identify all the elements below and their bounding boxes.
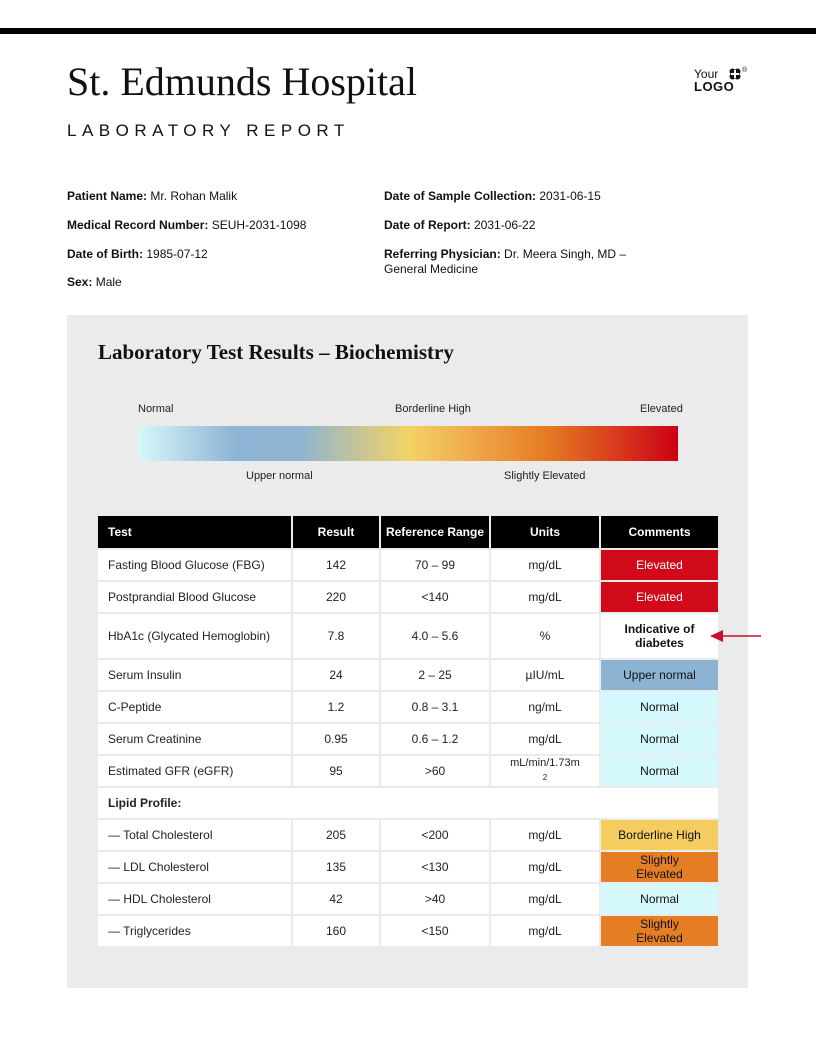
cell-range: <140 bbox=[380, 581, 490, 613]
referring-physician bbox=[384, 247, 644, 277]
cell-test: Fasting Blood Glucose (FBG) bbox=[98, 549, 292, 581]
scale-label-borderline-high: Borderline High bbox=[395, 403, 471, 415]
scale-label-normal: Normal bbox=[138, 403, 174, 415]
cell-result: 7.8 bbox=[292, 613, 380, 659]
collection-value: 2031-06-15 bbox=[539, 189, 601, 203]
table-row bbox=[98, 755, 718, 787]
cell-comment: Normal bbox=[600, 883, 718, 915]
cell-units: mg/dL bbox=[490, 723, 600, 755]
cell-result: 135 bbox=[292, 851, 380, 883]
cell-result: 1.2 bbox=[292, 691, 380, 723]
scale-label-elevated: Elevated bbox=[640, 403, 683, 415]
table-row bbox=[98, 659, 718, 691]
cell-result: 220 bbox=[292, 581, 380, 613]
cell-comment: Upper normal bbox=[600, 659, 718, 691]
report-date bbox=[384, 218, 535, 233]
sex-value: Male bbox=[95, 275, 122, 289]
cell-result: 95 bbox=[292, 755, 380, 787]
header-result: Result bbox=[292, 516, 380, 549]
cell-units bbox=[490, 755, 600, 787]
table-row bbox=[98, 691, 718, 723]
cell-range: >60 bbox=[380, 755, 490, 787]
cell-units: mg/dL bbox=[490, 581, 600, 613]
sex-label: Sex: bbox=[67, 275, 93, 289]
cell-comment: Elevated bbox=[600, 549, 718, 581]
date-of-birth bbox=[67, 247, 208, 262]
patient-name-value: Mr. Rohan Malik bbox=[150, 189, 238, 203]
patient-name-label: Patient Name: bbox=[67, 189, 148, 203]
scale-label-slightly-elevated: Slightly Elevated bbox=[504, 470, 586, 482]
cell-range: 70 – 99 bbox=[380, 549, 490, 581]
dob-value: 1985-07-12 bbox=[146, 247, 208, 261]
physician-department: General Medicine bbox=[384, 262, 479, 276]
cell-range: 0.8 – 3.1 bbox=[380, 691, 490, 723]
cell-comment: Borderline High bbox=[600, 819, 718, 851]
cell-range: 0.6 – 1.2 bbox=[380, 723, 490, 755]
mrn-value: SEUH-2031-1098 bbox=[211, 218, 307, 232]
severity-gradient-bar bbox=[138, 426, 678, 461]
cell-result: 0.95 bbox=[292, 723, 380, 755]
report-date-label: Date of Report: bbox=[384, 218, 471, 232]
cell-test: Serum Insulin bbox=[98, 659, 292, 691]
cell-test: — LDL Cholesterol bbox=[98, 851, 292, 883]
cell-test: — Total Cholesterol bbox=[98, 819, 292, 851]
cell-units: % bbox=[490, 613, 600, 659]
table-row bbox=[98, 613, 718, 659]
cell-units: mg/dL bbox=[490, 549, 600, 581]
table-row bbox=[98, 883, 718, 915]
logo-line1: Your bbox=[694, 67, 719, 81]
physician-label: Referring Physician: bbox=[384, 247, 501, 261]
cell-result: 205 bbox=[292, 819, 380, 851]
cell-test: HbA1c (Glycated Hemoglobin) bbox=[98, 613, 292, 659]
cell-units: mg/dL bbox=[490, 851, 600, 883]
header-comments: Comments bbox=[600, 516, 718, 549]
cell-comment: Indicative of diabetes bbox=[600, 613, 718, 659]
dob-label: Date of Birth: bbox=[67, 247, 143, 261]
cell-range: <200 bbox=[380, 819, 490, 851]
cell-test: — Triglycerides bbox=[98, 915, 292, 946]
cell-range: >40 bbox=[380, 883, 490, 915]
report-title: LABORATORY REPORT bbox=[67, 121, 350, 140]
table-row bbox=[98, 549, 718, 581]
cell-range: <150 bbox=[380, 915, 490, 946]
table-header-row bbox=[98, 516, 718, 549]
cell-units: mg/dL bbox=[490, 915, 600, 946]
results-table bbox=[98, 516, 718, 946]
cell-comment: Elevated bbox=[600, 581, 718, 613]
cell-units: µIU/mL bbox=[490, 659, 600, 691]
registered-icon: ® bbox=[742, 67, 748, 74]
cell-units-sub: 2 bbox=[542, 773, 548, 783]
cell-units: mg/dL bbox=[490, 819, 600, 851]
patient-name bbox=[67, 189, 237, 204]
cell-comment: Slightly Elevated bbox=[600, 851, 718, 883]
table-row bbox=[98, 819, 718, 851]
lipid-profile-label: Lipid Profile: bbox=[98, 787, 718, 819]
cell-test: C-Peptide bbox=[98, 691, 292, 723]
header-reference-range: Reference Range bbox=[380, 516, 490, 549]
top-rule bbox=[0, 28, 816, 34]
arrow-left-icon bbox=[708, 628, 762, 644]
cell-test: Postprandial Blood Glucose bbox=[98, 581, 292, 613]
section-title: Laboratory Test Results – Biochemistry bbox=[98, 340, 454, 364]
cell-result: 142 bbox=[292, 549, 380, 581]
header-test: Test bbox=[98, 516, 292, 549]
cell-comment: Slightly Elevated bbox=[600, 915, 718, 946]
table-row bbox=[98, 581, 718, 613]
hospital-name: St. Edmunds Hospital bbox=[67, 59, 418, 104]
medical-record-number bbox=[67, 218, 306, 233]
header-units: Units bbox=[490, 516, 600, 549]
table-row bbox=[98, 915, 718, 946]
table-row bbox=[98, 851, 718, 883]
mrn-label: Medical Record Number: bbox=[67, 218, 209, 232]
physician-value: Dr. Meera Singh, MD – bbox=[504, 247, 627, 261]
cell-result: 160 bbox=[292, 915, 380, 946]
collection-label: Date of Sample Collection: bbox=[384, 189, 537, 203]
logo-line2: LOGO bbox=[694, 79, 735, 94]
cell-units: ng/mL bbox=[490, 691, 600, 723]
cell-comment: Normal bbox=[600, 691, 718, 723]
report-date-value: 2031-06-22 bbox=[474, 218, 536, 232]
cell-test: — HDL Cholesterol bbox=[98, 883, 292, 915]
sample-collection-date bbox=[384, 189, 601, 204]
cell-units: mg/dL bbox=[490, 883, 600, 915]
cell-range: <130 bbox=[380, 851, 490, 883]
cell-result: 42 bbox=[292, 883, 380, 915]
scale-label-upper-normal: Upper normal bbox=[246, 470, 313, 482]
cell-test: Estimated GFR (eGFR) bbox=[98, 755, 292, 787]
cell-units-text: mL/min/1.73m bbox=[510, 757, 580, 770]
table-row bbox=[98, 723, 718, 755]
cell-range: 4.0 – 5.6 bbox=[380, 613, 490, 659]
sex bbox=[67, 275, 122, 290]
cell-comment: Normal bbox=[600, 755, 718, 787]
cell-range: 2 – 25 bbox=[380, 659, 490, 691]
lipid-profile-header-row bbox=[98, 787, 718, 819]
cell-result: 24 bbox=[292, 659, 380, 691]
cell-comment: Normal bbox=[600, 723, 718, 755]
cell-test: Serum Creatinine bbox=[98, 723, 292, 755]
logo bbox=[694, 67, 754, 95]
